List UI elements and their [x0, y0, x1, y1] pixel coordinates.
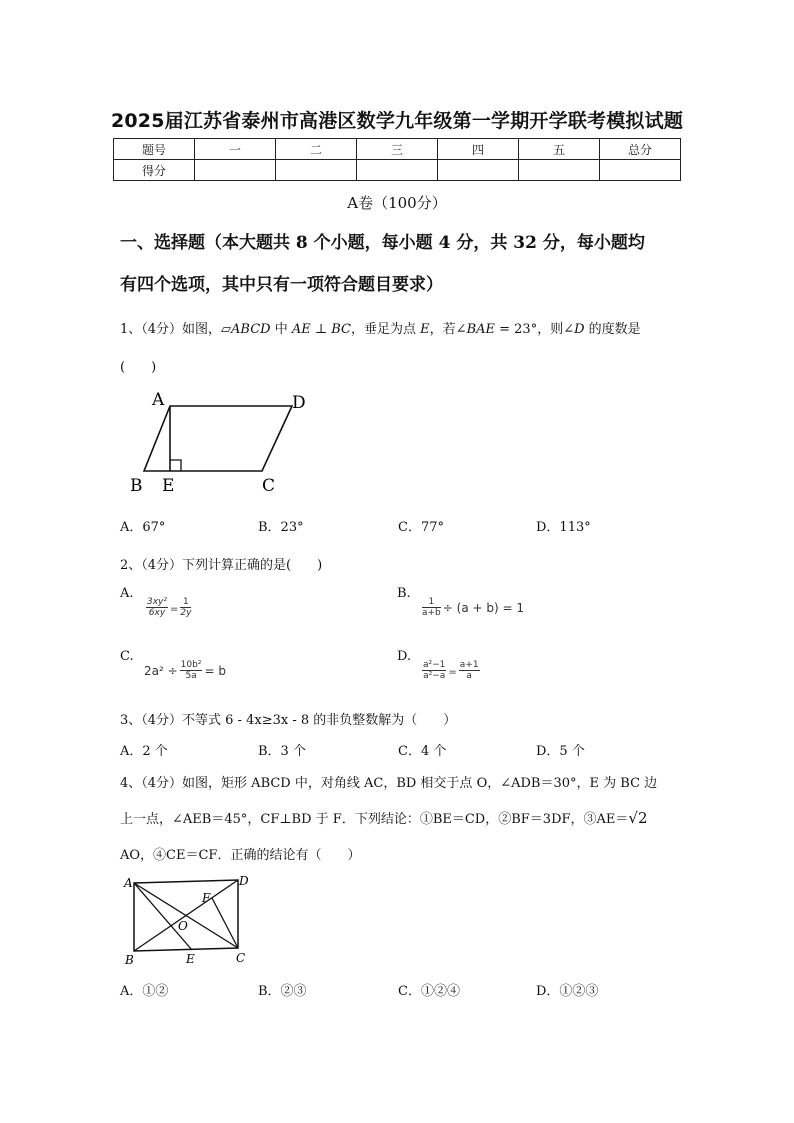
denominator: 5a [185, 671, 197, 681]
score-table-header-row [114, 139, 681, 160]
numerator: a+1 [459, 660, 479, 670]
score-header-cell: 五 [519, 139, 600, 160]
label-b: B [125, 953, 134, 967]
q1-ae: AE [291, 322, 311, 337]
label-c: C [262, 476, 276, 496]
score-cell [276, 160, 357, 181]
q4-option-d[interactable]: D．①②③ [536, 984, 599, 999]
label-e: E [162, 476, 175, 496]
segment-ae [134, 883, 192, 950]
expr-rest: ÷ (a + b) = 1 [442, 601, 524, 615]
label-a: A [152, 390, 165, 410]
label-d: D [292, 393, 306, 413]
score-table [113, 138, 681, 181]
label-d: D [239, 874, 249, 888]
q1-paren: ( ) [120, 360, 157, 375]
q3-option-c[interactable]: C．4 个 [398, 744, 447, 759]
q3-option-b[interactable]: B．3 个 [258, 744, 306, 759]
fraction [146, 597, 168, 618]
label-c: C [236, 951, 246, 965]
denominator: a+b [422, 608, 441, 618]
denominator: a [466, 671, 472, 681]
label-b: B [130, 476, 143, 496]
q2-option-b-expr [420, 597, 524, 618]
q1-option-b[interactable]: B．23° [258, 520, 304, 535]
denominator: 2y [180, 608, 192, 618]
sqrt-two: √2 [628, 809, 648, 827]
q1-abcd: ABCD [231, 322, 271, 337]
score-header-cell: 一 [195, 139, 276, 160]
q4-stem-line2 [120, 808, 648, 827]
numerator: a²−1 [423, 660, 446, 670]
q1-bc: BC [331, 322, 352, 337]
q2-option-c-label[interactable]: C. [120, 649, 134, 664]
label-f: F [202, 891, 211, 905]
part1-heading-line2: 有四个选项，其中只有一项符合题目要求） [120, 275, 443, 295]
q1-text: ，若∠ [429, 322, 467, 337]
score-cell [357, 160, 438, 181]
score-header-cell: 三 [357, 139, 438, 160]
label-a: A [124, 876, 133, 890]
page-title: 2025届江苏省泰州市高港区数学九年级第一学期开学联考模拟试题 [110, 110, 684, 132]
score-cell [195, 160, 276, 181]
label-e: E [186, 952, 195, 966]
fraction [180, 660, 203, 681]
numerator: 3xy² [147, 597, 167, 607]
numerator: 10b² [180, 660, 202, 670]
q1-d: D [574, 322, 585, 337]
q3-option-a[interactable]: A．2 个 [120, 744, 168, 759]
score-header-cell: 二 [276, 139, 357, 160]
right-angle-mark [170, 460, 181, 471]
part1-heading [120, 222, 690, 306]
q1-text: 的度数是 [584, 322, 641, 337]
q1-e: E [420, 322, 430, 337]
fraction [180, 597, 191, 618]
q1-text: 中 [270, 322, 292, 337]
score-header-cell: 四 [438, 139, 519, 160]
score-table-score-row [114, 160, 681, 181]
q4-option-b[interactable]: B．②③ [258, 984, 307, 999]
equals: = [448, 667, 457, 678]
q1-prefix: 1、（4分）如图， [120, 322, 222, 337]
score-header-cell: 总分 [600, 139, 681, 160]
denominator: a²−a [423, 671, 446, 681]
part1-heading-line1: 一、选择题（本大题共 8 个小题，每小题 4 分，共 32 分，每小题均 [120, 233, 645, 253]
q2-option-c-expr [144, 660, 226, 681]
q4-option-c[interactable]: C．①②④ [398, 984, 460, 999]
q1-figure [126, 388, 316, 496]
fraction [422, 597, 441, 618]
numerator: 1 [422, 597, 441, 608]
score-cell [438, 160, 519, 181]
q3-option-d[interactable]: D．5 个 [536, 744, 585, 759]
label-o: O [178, 919, 188, 933]
q1-option-d[interactable]: D．113° [536, 520, 591, 535]
q1-option-c[interactable]: C．77° [398, 520, 444, 535]
q1-perp: ⊥ [310, 322, 332, 337]
expr-pre: 2a² ÷ [144, 664, 178, 678]
q1-bae: BAE [466, 322, 495, 337]
section-title: A卷（100分） [347, 194, 447, 212]
q2-option-d-label[interactable]: D. [397, 649, 412, 664]
q1-text: = 23°，则∠ [495, 322, 575, 337]
q2-stem: 2、（4分）下列计算正确的是( ) [120, 558, 323, 573]
denominator: 6xy [148, 608, 166, 618]
q4-line2-text: 上一点，∠AEB＝45°，CF⊥BD 于 F．下列结论：①BE＝CD，②BF＝3DF，③AE＝ [120, 812, 629, 827]
q4-option-a[interactable]: A．①② [120, 984, 169, 999]
q1-stem [120, 318, 690, 337]
q1-text: ，垂足为点 [351, 322, 421, 337]
score-cell [600, 160, 681, 181]
q1-option-a[interactable]: A．67° [120, 520, 166, 535]
expr-rest: = b [204, 664, 226, 678]
q4-stem-line1: 4、（4分）如图，矩形 ABCD 中，对角线 AC，BD 相交于点 O，∠ADB＝30°，E 为 BC 边 [120, 776, 658, 791]
score-header-cell: 题号 [114, 139, 195, 160]
q3-stem: 3、（4分）不等式 6 - 4x≥3x - 8 的非负整数解为（ ） [120, 713, 457, 728]
q2-option-d-expr [420, 660, 482, 681]
q4-figure [122, 872, 252, 968]
numerator: 1 [180, 597, 191, 608]
score-cell [519, 160, 600, 181]
q2-option-b-label[interactable]: B. [397, 586, 411, 601]
q4-stem-line3: AO，④CE＝CF．正确的结论有（ ） [120, 848, 361, 863]
q2-option-a-label[interactable]: A. [120, 586, 134, 601]
fraction [422, 660, 446, 681]
parallelogram-symbol: ▱ [221, 322, 232, 337]
parallelogram-shape [144, 406, 292, 471]
score-row-label: 得分 [114, 160, 195, 181]
equals: = [170, 604, 179, 615]
q2-option-a-expr [144, 597, 193, 618]
fraction [459, 660, 480, 681]
diagonal-bd [134, 880, 238, 951]
